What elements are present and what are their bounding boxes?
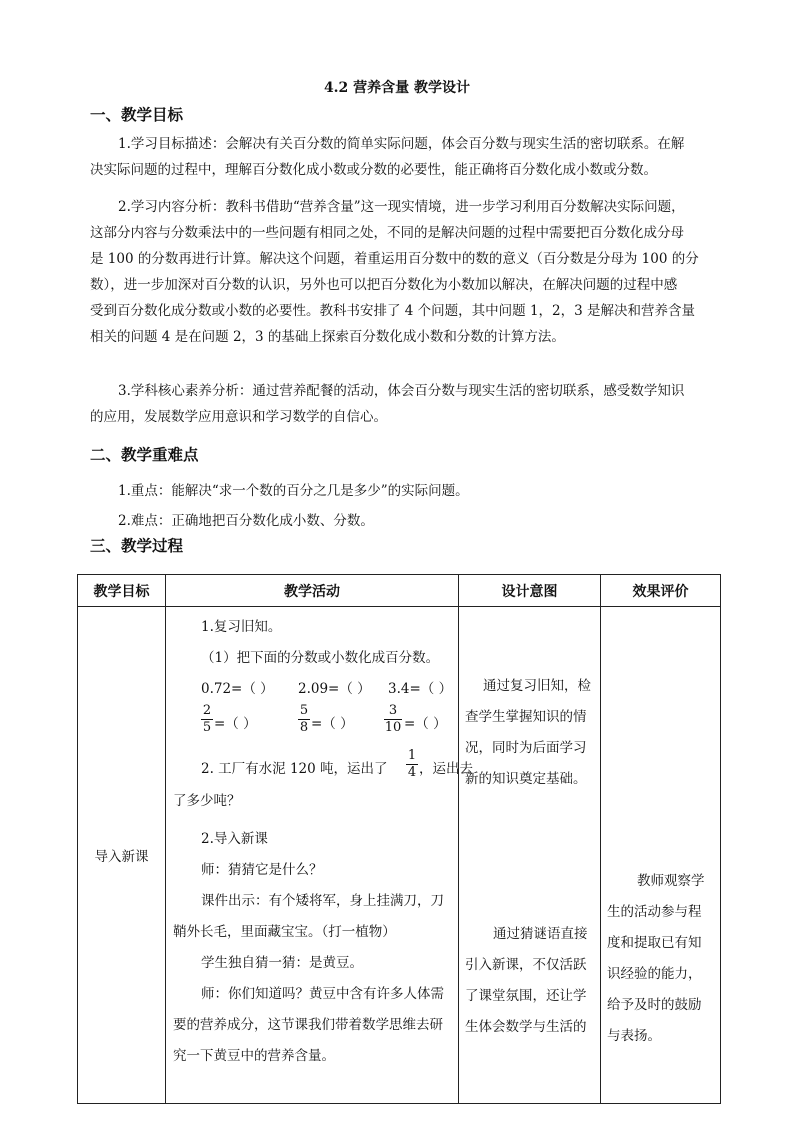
intent-line: 新的知识奠定基础。 (465, 771, 587, 787)
activity-line: ，运出去 (419, 761, 473, 777)
intent-line: 生体会数学与生活的 (465, 1019, 587, 1035)
exercise-decimal: 3.4=（ ） (388, 681, 453, 697)
intent-line: 引入新课，不仅活跃 (465, 957, 587, 973)
activity-line: 1.复习旧知。 (201, 619, 282, 635)
header-evaluation: 效果评价 (601, 575, 721, 607)
paragraph-core-literacy: 3.学科核心素养分析：通过营养配餐的活动，体会百分数与现实生活的密切联系，感受数学知识 的应用，发展数学应用意识和学习数学的自信心。 (90, 383, 685, 425)
activity-line: 2.导入新课 (201, 831, 268, 847)
header-intent: 设计意图 (459, 575, 601, 607)
document-title: 4.2 营养含量 教学设计 (323, 80, 471, 96)
fraction-blank: =（ ） (404, 716, 447, 732)
table-row (78, 607, 721, 1104)
activity-line: 学生独自猜一猜：是黄豆。 (201, 955, 363, 971)
evaluation-line: 生的活动参与程 (607, 904, 702, 920)
activity-line: 2. 工厂有水泥 120 吨，运出了 (201, 761, 388, 777)
goal-label: 导入新课 (94, 849, 149, 865)
paragraph-goal-description: 1.学习目标描述：会解决有关百分数的简单实际问题，体会百分数与现实生活的密切联系。在解 决实际问题的过程中，理解百分数化成小数或分数的必要性，能正确将百分数化成小数或分数。 (90, 136, 685, 178)
intent-line: 通过猜谜语直接 (493, 926, 588, 942)
table-header-row (78, 575, 721, 607)
activity-line: 究一下黄豆中的营养含量。 (173, 1048, 335, 1064)
intent-cell (459, 607, 601, 1104)
evaluation-line: 识经验的能力， (607, 966, 702, 982)
paragraph-content-analysis: 2.学习内容分析：教科书借助“营养含量”这一现实情境，进一步学习利用百分数解决实际问题， 这部分内容与分数乘法中的一些问题有相同之处，不同的是解决问题的过程中需要把百分数化成分母 是 100 的分数再进行计算。解决这个问题，着重运用百分数中的数的意义（百分数是分母为 100 的分 数），进一步加深对百分数的认识，另外也可以把百分数化为小数加以解决，在解决问题的过程中感 受到百分数化成分数或小数的必要性。教科书安排了 4 个问题，其中问题 1，2，3 是解决和营养含量 相关的问题 4 是在问题 2，3 的基础上探索百分数化成小数和分数的计算方法。 (90, 199, 699, 345)
exercise-decimal: 0.72=（ ） (201, 681, 274, 697)
evaluation-line: 给予及时的鼓励 (607, 997, 702, 1013)
evaluation-line: 度和提取已有知 (607, 935, 702, 951)
evaluation-line: 与表扬。 (607, 1028, 661, 1044)
fraction-blank: =（ ） (214, 716, 257, 732)
fraction: $\frac{3}{10}$ (384, 703, 402, 735)
intent-line: 查学生掌握知识的情 (465, 709, 587, 725)
evaluation-cell (601, 607, 721, 1104)
activity-line: 了多少吨？ (173, 793, 241, 809)
fraction: $\frac{1}{4}$ (407, 748, 417, 780)
activity-line: 鞘外长毛，里面藏宝宝。（打一植物） (173, 924, 396, 940)
header-goal: 教学目标 (78, 575, 166, 607)
activity-line: 要的营养成分，这节课我们带着数学思维去研 (173, 1017, 443, 1033)
key-point-line: 1.重点：能解决“求一个数的百分之几是多少”的实际问题。 (118, 483, 469, 499)
activity-cell (166, 607, 473, 1104)
evaluation-line: 教师观察学 (637, 873, 705, 889)
fraction: $\frac{5}{8}$ (299, 703, 309, 735)
fraction: $\frac{2}{5}$ (202, 703, 212, 735)
activity-line: 师：猜猜它是什么？ (201, 862, 323, 878)
activity-line: （1）把下面的分数或小数化成百分数。 (201, 650, 440, 666)
section-heading-process: 三、教学过程 (90, 536, 184, 555)
fraction-blank: =（ ） (311, 716, 354, 732)
difficult-point-line: 2.难点：正确地把百分数化成小数、分数。 (118, 513, 374, 529)
section-heading-key-points: 二、教学重难点 (90, 445, 199, 464)
intent-line: 了课堂氛围，还让学 (465, 988, 587, 1004)
teaching-process-table (77, 574, 721, 1104)
section-heading-goals: 一、教学目标 (90, 105, 184, 124)
goal-cell (78, 607, 166, 1104)
intent-line: 通过复习旧知，检 (483, 678, 591, 694)
activity-line: 师：你们知道吗？黄豆中含有许多人体需 (201, 986, 444, 1002)
header-activity: 教学活动 (166, 575, 459, 607)
exercise-decimal: 2.09=（ ） (298, 681, 371, 697)
intent-line: 况，同时为后面学习 (465, 740, 587, 756)
activity-line: 课件出示：有个矮将军，身上挂满刀，刀 (201, 893, 444, 909)
